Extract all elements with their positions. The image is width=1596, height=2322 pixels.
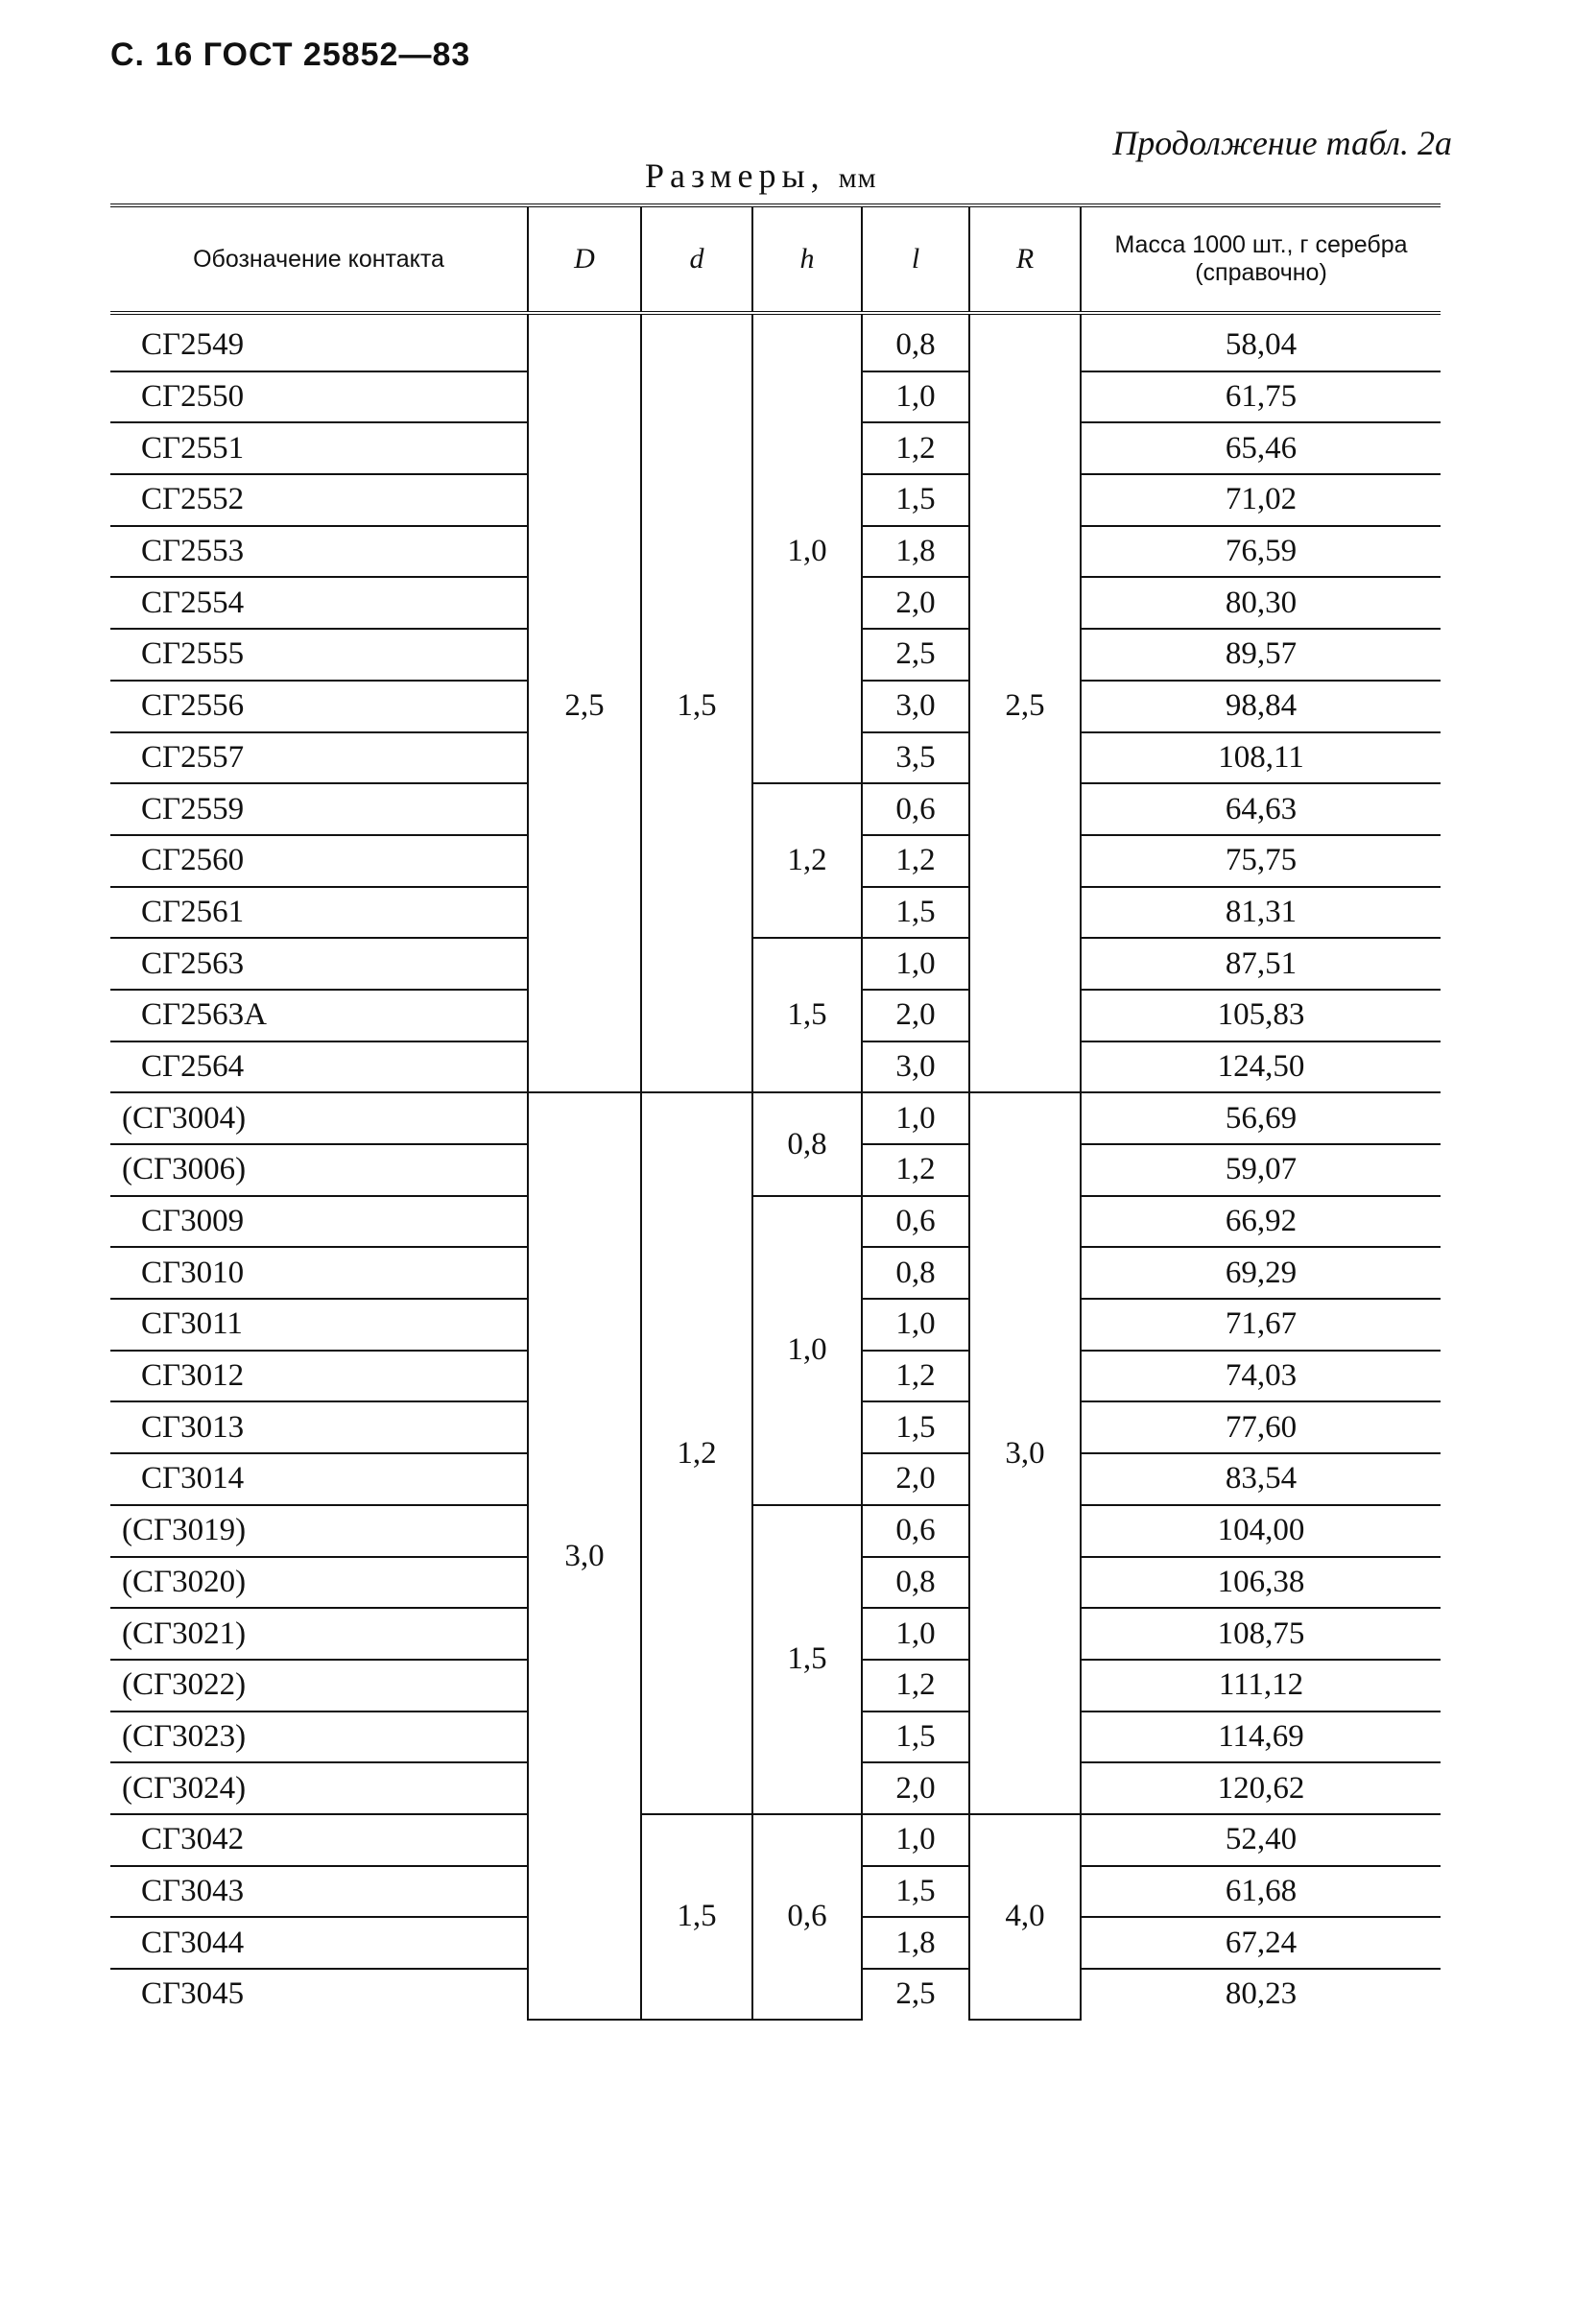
dim-d-cell: 1,5 (641, 1814, 752, 2020)
dim-l-cell: 2,0 (862, 1453, 969, 1505)
dim-d-cell: 1,2 (641, 1092, 752, 1814)
dim-l-cell: 0,8 (862, 1247, 969, 1299)
contact-designation: СГ2550 (110, 371, 528, 423)
silver-mass-cell: 58,04 (1081, 313, 1441, 371)
dim-l-cell: 0,8 (862, 1557, 969, 1609)
contact-designation: СГ2563А (110, 990, 528, 1041)
table-row (110, 1505, 1441, 1557)
dim-l-cell: 0,6 (862, 783, 969, 835)
dim-l-cell: 1,2 (862, 1660, 969, 1712)
dim-l-cell: 1,5 (862, 1866, 969, 1918)
contact-designation: СГ3010 (110, 1247, 528, 1299)
silver-mass-cell: 75,75 (1081, 835, 1441, 887)
dim-l-cell: 1,8 (862, 526, 969, 578)
silver-mass-cell: 124,50 (1081, 1041, 1441, 1093)
table-body (110, 313, 1441, 2020)
dim-h-cell: 1,2 (752, 783, 862, 938)
contact-designation: СГ2564 (110, 1041, 528, 1093)
contact-designation: СГ2555 (110, 629, 528, 681)
contact-designation: СГ3014 (110, 1453, 528, 1505)
silver-mass-cell: 64,63 (1081, 783, 1441, 835)
table-row (110, 1092, 1441, 1144)
page-header: С. 16 ГОСТ 25852—83 (110, 36, 471, 73)
contact-designation: СГ2553 (110, 526, 528, 578)
contact-designation: СГ2552 (110, 474, 528, 526)
table-row (110, 938, 1441, 990)
silver-mass-cell: 61,68 (1081, 1866, 1441, 1918)
table-header-row (110, 205, 1441, 313)
dim-l-cell: 1,5 (862, 887, 969, 939)
table-row (110, 1196, 1441, 1248)
dim-D-cell: 3,0 (528, 1092, 641, 2019)
dim-R-cell: 3,0 (969, 1092, 1081, 1814)
dim-l-cell: 2,0 (862, 577, 969, 629)
silver-mass-cell: 61,75 (1081, 371, 1441, 423)
header-l: l (862, 205, 969, 313)
silver-mass-cell: 65,46 (1081, 422, 1441, 474)
dim-l-cell: 1,0 (862, 1608, 969, 1660)
contact-designation: СГ3044 (110, 1917, 528, 1969)
contact-designation: СГ2554 (110, 577, 528, 629)
dim-l-cell: 1,0 (862, 1814, 969, 1866)
contact-designation: СГ2556 (110, 681, 528, 732)
silver-mass-cell: 105,83 (1081, 990, 1441, 1041)
silver-mass-cell: 104,00 (1081, 1505, 1441, 1557)
silver-mass-cell: 98,84 (1081, 681, 1441, 732)
dim-l-cell: 1,5 (862, 474, 969, 526)
contact-designation: (СГ3006) (110, 1144, 528, 1196)
header-silver-mass: Масса 1000 шт., г серебра (справочно) (1081, 205, 1441, 313)
silver-mass-cell: 81,31 (1081, 887, 1441, 939)
header-D: D (528, 205, 641, 313)
dim-l-cell: 1,0 (862, 1092, 969, 1144)
contact-designation: СГ3011 (110, 1299, 528, 1351)
silver-mass-cell: 71,67 (1081, 1299, 1441, 1351)
dim-l-cell: 1,0 (862, 371, 969, 423)
header-contact-designation: Обозначение контакта (110, 205, 528, 313)
contact-designation: СГ3043 (110, 1866, 528, 1918)
dim-l-cell: 1,2 (862, 1144, 969, 1196)
dim-l-cell: 0,6 (862, 1196, 969, 1248)
dim-l-cell: 2,5 (862, 1969, 969, 2020)
dimensions-unit: мм (838, 162, 877, 194)
header-d: d (641, 205, 752, 313)
dim-l-cell: 0,6 (862, 1505, 969, 1557)
dim-l-cell: 3,0 (862, 681, 969, 732)
contact-designation: СГ2559 (110, 783, 528, 835)
header-R: R (969, 205, 1081, 313)
silver-mass-cell: 56,69 (1081, 1092, 1441, 1144)
dim-h-cell: 1,5 (752, 1505, 862, 1814)
silver-mass-cell: 76,59 (1081, 526, 1441, 578)
table-continuation-note: Продолжение табл. 2а (1112, 124, 1452, 162)
contact-designation: (СГ3023) (110, 1712, 528, 1763)
silver-mass-cell: 89,57 (1081, 629, 1441, 681)
dim-l-cell: 3,0 (862, 1041, 969, 1093)
silver-mass-cell: 59,07 (1081, 1144, 1441, 1196)
silver-mass-cell: 69,29 (1081, 1247, 1441, 1299)
table-row (110, 1814, 1441, 1866)
dim-l-cell: 2,0 (862, 990, 969, 1041)
contact-designation: СГ3009 (110, 1196, 528, 1248)
silver-mass-cell: 114,69 (1081, 1712, 1441, 1763)
silver-mass-cell: 80,23 (1081, 1969, 1441, 2020)
dim-l-cell: 1,2 (862, 422, 969, 474)
contact-designation: (СГ3024) (110, 1762, 528, 1814)
contact-designation: СГ2561 (110, 887, 528, 939)
silver-mass-cell: 87,51 (1081, 938, 1441, 990)
silver-mass-cell: 111,12 (1081, 1660, 1441, 1712)
silver-mass-cell: 83,54 (1081, 1453, 1441, 1505)
silver-mass-cell: 74,03 (1081, 1351, 1441, 1402)
dim-h-cell: 1,0 (752, 1196, 862, 1505)
contact-designation: СГ3012 (110, 1351, 528, 1402)
silver-mass-cell: 66,92 (1081, 1196, 1441, 1248)
table-row (110, 783, 1441, 835)
dim-h-cell: 0,8 (752, 1092, 862, 1195)
contact-designation: СГ3042 (110, 1814, 528, 1866)
dim-l-cell: 1,0 (862, 938, 969, 990)
dim-l-cell: 2,5 (862, 629, 969, 681)
contact-designation: СГ2557 (110, 732, 528, 784)
dim-l-cell: 1,8 (862, 1917, 969, 1969)
contact-designation: СГ2563 (110, 938, 528, 990)
dim-D-cell: 2,5 (528, 313, 641, 1092)
silver-mass-cell: 77,60 (1081, 1401, 1441, 1453)
dim-l-cell: 1,0 (862, 1299, 969, 1351)
contact-designation: (СГ3022) (110, 1660, 528, 1712)
dim-l-cell: 1,2 (862, 835, 969, 887)
dim-l-cell: 1,2 (862, 1351, 969, 1402)
silver-mass-cell: 108,75 (1081, 1608, 1441, 1660)
contact-designation: (СГ3020) (110, 1557, 528, 1609)
contact-designation: СГ2551 (110, 422, 528, 474)
dim-l-cell: 3,5 (862, 732, 969, 784)
dim-h-cell: 1,0 (752, 313, 862, 783)
table-row (110, 313, 1441, 371)
contact-designation: СГ2560 (110, 835, 528, 887)
contact-designation: (СГ3019) (110, 1505, 528, 1557)
dim-R-cell: 2,5 (969, 313, 1081, 1092)
header-h: h (752, 205, 862, 313)
contact-designation: СГ2549 (110, 313, 528, 371)
silver-mass-cell: 120,62 (1081, 1762, 1441, 1814)
dim-R-cell: 4,0 (969, 1814, 1081, 2020)
dim-l-cell: 1,5 (862, 1401, 969, 1453)
dim-l-cell: 0,8 (862, 313, 969, 371)
silver-mass-cell: 80,30 (1081, 577, 1441, 629)
contact-designation: (СГ3004) (110, 1092, 528, 1144)
contacts-table (110, 203, 1441, 2021)
silver-mass-cell: 71,02 (1081, 474, 1441, 526)
contact-designation: СГ3013 (110, 1401, 528, 1453)
dim-l-cell: 1,5 (862, 1712, 969, 1763)
silver-mass-cell: 106,38 (1081, 1557, 1441, 1609)
dim-d-cell: 1,5 (641, 313, 752, 1092)
dimensions-label: Размеры, (645, 156, 825, 195)
dim-h-cell: 1,5 (752, 938, 862, 1092)
dim-h-cell: 0,6 (752, 1814, 862, 2020)
dim-l-cell: 2,0 (862, 1762, 969, 1814)
contact-designation: СГ3045 (141, 1976, 245, 2012)
contact-designation: (СГ3021) (110, 1608, 528, 1660)
silver-mass-cell: 52,40 (1081, 1814, 1441, 1866)
silver-mass-cell: 67,24 (1081, 1917, 1441, 1969)
silver-mass-cell: 108,11 (1081, 732, 1441, 784)
dimensions-title (645, 156, 877, 196)
